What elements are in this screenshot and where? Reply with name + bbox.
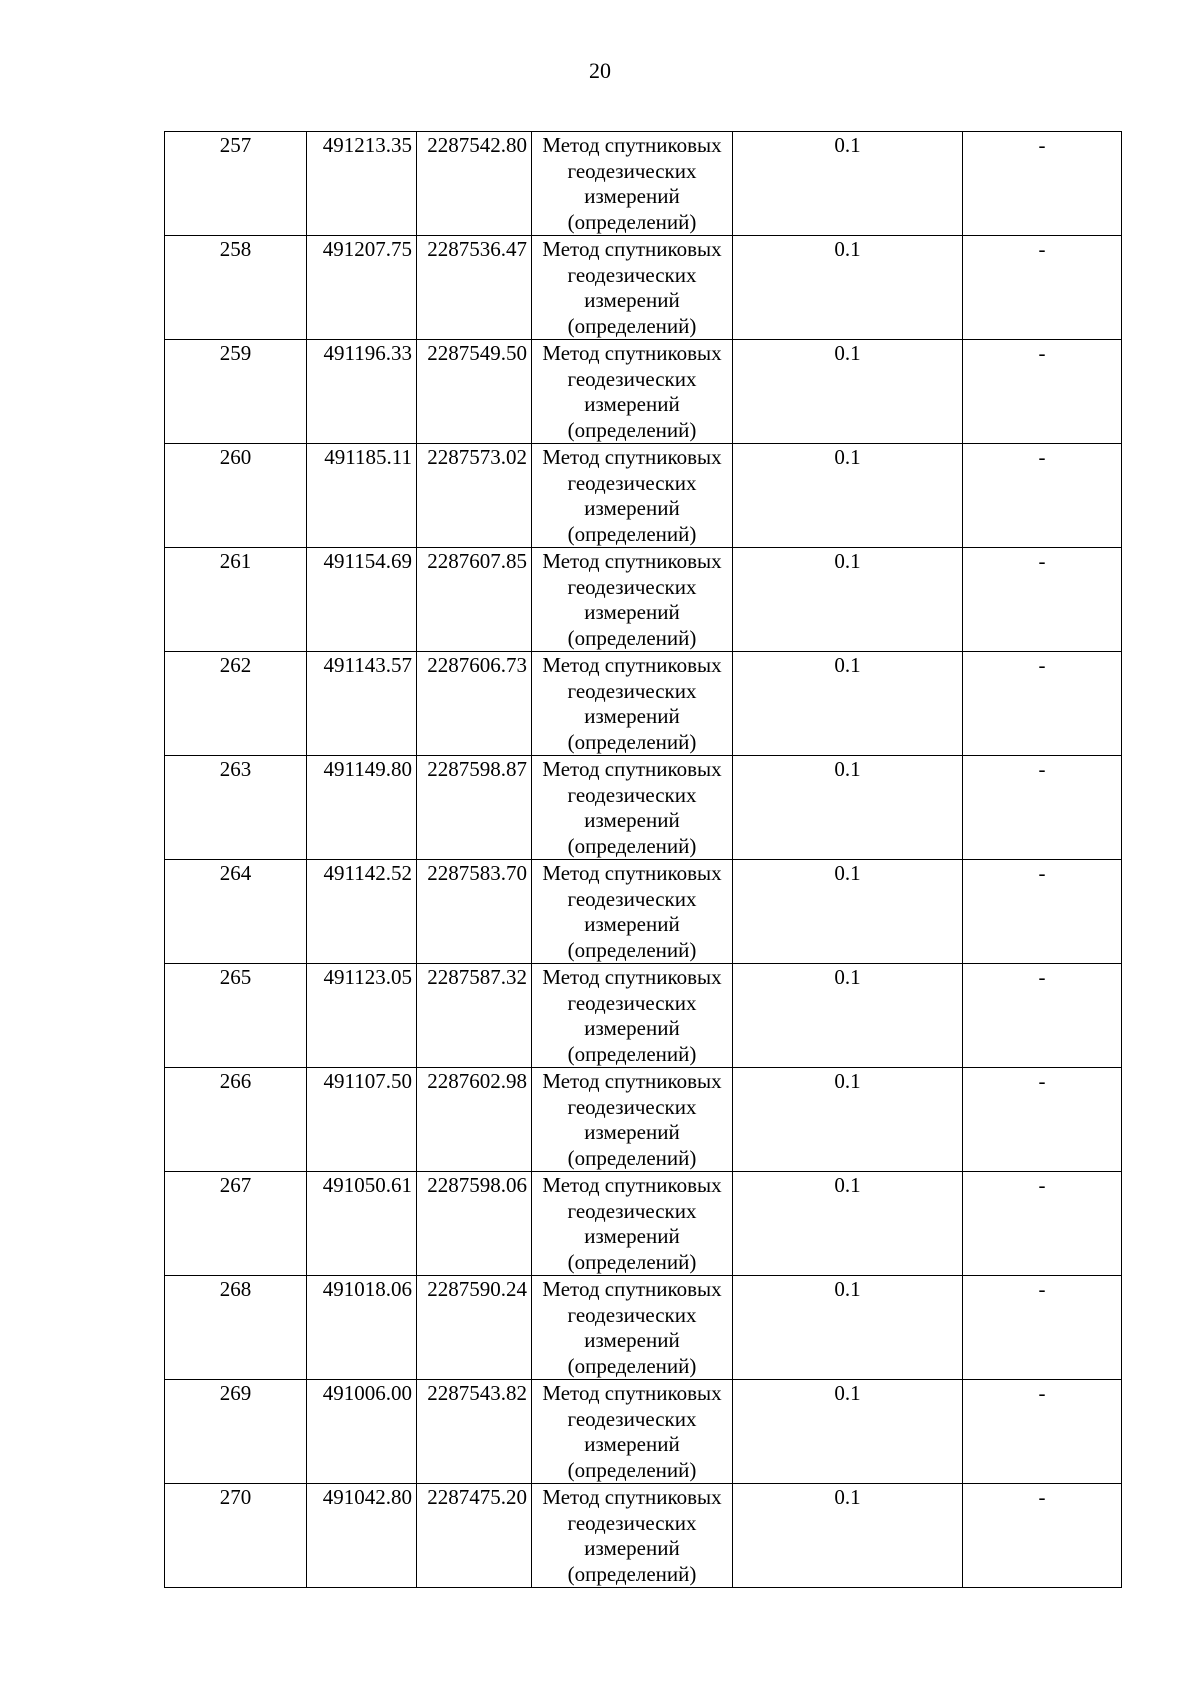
accuracy-cell: 0.1: [733, 860, 963, 964]
description-cell: -: [963, 1172, 1122, 1276]
x-coordinate-cell: 491142.52: [307, 860, 417, 964]
description-cell: -: [963, 1484, 1122, 1588]
accuracy-cell: 0.1: [733, 1276, 963, 1380]
y-coordinate-cell: 2287587.32: [417, 964, 532, 1068]
method-cell: Метод спутниковых геодезических измерений (определений): [532, 236, 733, 340]
y-coordinate-cell: 2287606.73: [417, 652, 532, 756]
point-number-cell: 257: [165, 132, 307, 236]
y-coordinate-cell: 2287598.06: [417, 1172, 532, 1276]
table-row: [165, 548, 1122, 652]
accuracy-cell: 0.1: [733, 236, 963, 340]
description-cell: -: [963, 1068, 1122, 1172]
point-number-cell: 261: [165, 548, 307, 652]
description-cell: -: [963, 548, 1122, 652]
x-coordinate-cell: 491123.05: [307, 964, 417, 1068]
table-row: [165, 756, 1122, 860]
accuracy-cell: 0.1: [733, 1484, 963, 1588]
table-row: [165, 132, 1122, 236]
table-row: [165, 1484, 1122, 1588]
point-number-cell: 260: [165, 444, 307, 548]
method-cell: Метод спутниковых геодезических измерений (определений): [532, 132, 733, 236]
accuracy-cell: 0.1: [733, 1172, 963, 1276]
method-cell: Метод спутниковых геодезических измерений (определений): [532, 1068, 733, 1172]
accuracy-cell: 0.1: [733, 1068, 963, 1172]
method-cell: Метод спутниковых геодезических измерений (определений): [532, 1276, 733, 1380]
accuracy-cell: 0.1: [733, 132, 963, 236]
method-cell: Метод спутниковых геодезических измерений (определений): [532, 444, 733, 548]
x-coordinate-cell: 491107.50: [307, 1068, 417, 1172]
method-cell: Метод спутниковых геодезических измерений (определений): [532, 964, 733, 1068]
method-cell: Метод спутниковых геодезических измерений (определений): [532, 756, 733, 860]
table-row: [165, 1380, 1122, 1484]
point-number-cell: 268: [165, 1276, 307, 1380]
table-row: [165, 1276, 1122, 1380]
method-cell: Метод спутниковых геодезических измерений (определений): [532, 860, 733, 964]
point-number-cell: 266: [165, 1068, 307, 1172]
point-number-cell: 265: [165, 964, 307, 1068]
page-number: 20: [589, 58, 611, 83]
point-number-cell: 258: [165, 236, 307, 340]
x-coordinate-cell: 491196.33: [307, 340, 417, 444]
point-number-cell: 263: [165, 756, 307, 860]
method-cell: Метод спутниковых геодезических измерений (определений): [532, 1172, 733, 1276]
x-coordinate-cell: 491149.80: [307, 756, 417, 860]
description-cell: -: [963, 1276, 1122, 1380]
description-cell: -: [963, 444, 1122, 548]
y-coordinate-cell: 2287602.98: [417, 1068, 532, 1172]
method-cell: Метод спутниковых геодезических измерений (определений): [532, 340, 733, 444]
accuracy-cell: 0.1: [733, 1380, 963, 1484]
description-cell: -: [963, 652, 1122, 756]
method-cell: Метод спутниковых геодезических измерений (определений): [532, 1380, 733, 1484]
table-row: [165, 1172, 1122, 1276]
description-cell: -: [963, 860, 1122, 964]
point-number-cell: 267: [165, 1172, 307, 1276]
x-coordinate-cell: 491185.11: [307, 444, 417, 548]
point-number-cell: 262: [165, 652, 307, 756]
point-number-cell: 264: [165, 860, 307, 964]
y-coordinate-cell: 2287590.24: [417, 1276, 532, 1380]
method-cell: Метод спутниковых геодезических измерений (определений): [532, 1484, 733, 1588]
y-coordinate-cell: 2287573.02: [417, 444, 532, 548]
method-cell: Метод спутниковых геодезических измерений (определений): [532, 548, 733, 652]
accuracy-cell: 0.1: [733, 548, 963, 652]
description-cell: -: [963, 340, 1122, 444]
point-number-cell: 269: [165, 1380, 307, 1484]
x-coordinate-cell: 491050.61: [307, 1172, 417, 1276]
accuracy-cell: 0.1: [733, 340, 963, 444]
accuracy-cell: 0.1: [733, 756, 963, 860]
x-coordinate-cell: 491143.57: [307, 652, 417, 756]
x-coordinate-cell: 491213.35: [307, 132, 417, 236]
description-cell: -: [963, 1380, 1122, 1484]
table-row: [165, 444, 1122, 548]
x-coordinate-cell: 491018.06: [307, 1276, 417, 1380]
table-row: [165, 652, 1122, 756]
table-row: [165, 964, 1122, 1068]
description-cell: -: [963, 236, 1122, 340]
y-coordinate-cell: 2287549.50: [417, 340, 532, 444]
accuracy-cell: 0.1: [733, 652, 963, 756]
accuracy-cell: 0.1: [733, 444, 963, 548]
x-coordinate-cell: 491006.00: [307, 1380, 417, 1484]
coordinates-table-body: [165, 132, 1122, 1588]
point-number-cell: 270: [165, 1484, 307, 1588]
y-coordinate-cell: 2287583.70: [417, 860, 532, 964]
point-number-cell: 259: [165, 340, 307, 444]
method-cell: Метод спутниковых геодезических измерений (определений): [532, 652, 733, 756]
coordinates-table: [164, 131, 1122, 1588]
y-coordinate-cell: 2287536.47: [417, 236, 532, 340]
table-row: [165, 860, 1122, 964]
table-row: [165, 340, 1122, 444]
accuracy-cell: 0.1: [733, 964, 963, 1068]
y-coordinate-cell: 2287543.82: [417, 1380, 532, 1484]
y-coordinate-cell: 2287598.87: [417, 756, 532, 860]
description-cell: -: [963, 132, 1122, 236]
x-coordinate-cell: 491207.75: [307, 236, 417, 340]
y-coordinate-cell: 2287475.20: [417, 1484, 532, 1588]
y-coordinate-cell: 2287607.85: [417, 548, 532, 652]
table-row: [165, 1068, 1122, 1172]
description-cell: -: [963, 756, 1122, 860]
x-coordinate-cell: 491042.80: [307, 1484, 417, 1588]
description-cell: -: [963, 964, 1122, 1068]
table-row: [165, 236, 1122, 340]
x-coordinate-cell: 491154.69: [307, 548, 417, 652]
y-coordinate-cell: 2287542.80: [417, 132, 532, 236]
